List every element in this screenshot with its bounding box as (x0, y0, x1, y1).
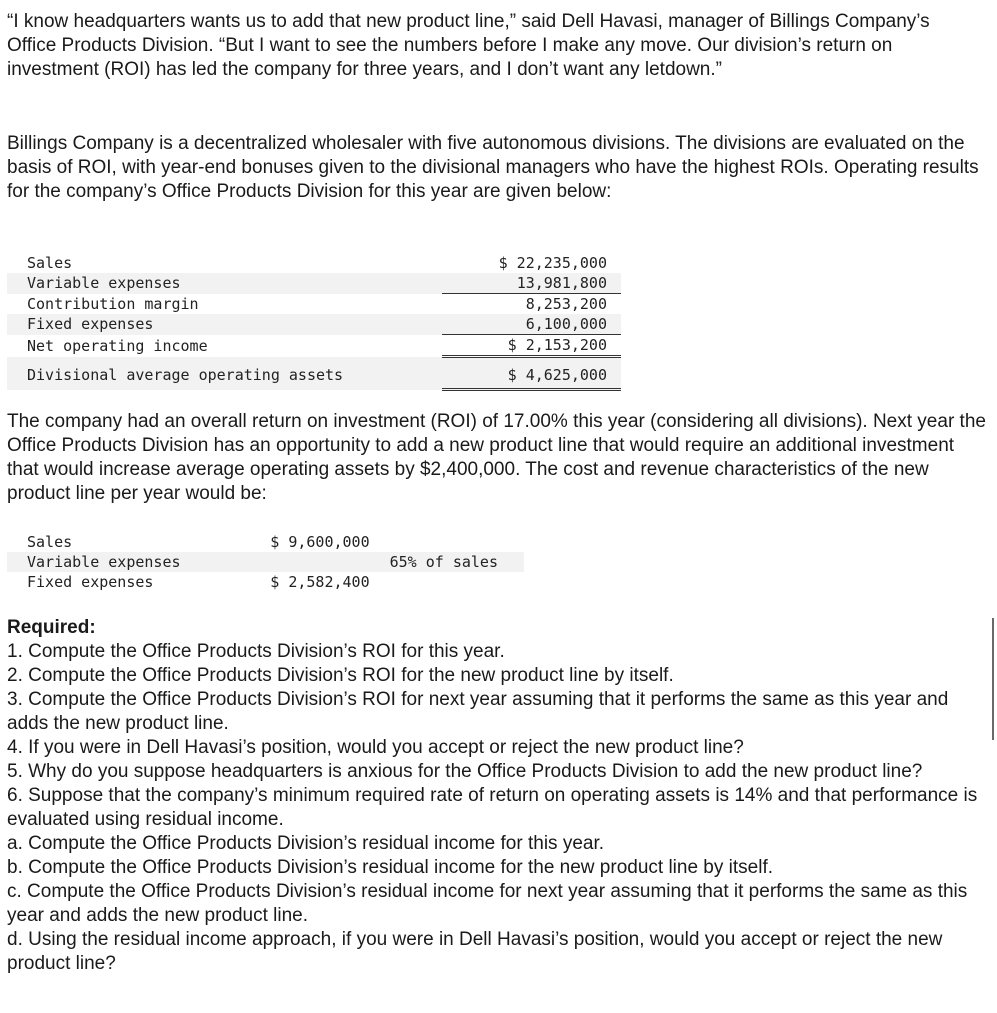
row-amount: $ 9,600,000 (270, 533, 370, 551)
new-product-line-table (7, 532, 524, 592)
row-label: Sales (27, 533, 73, 551)
row-percent (370, 572, 524, 592)
row-label: Sales (27, 254, 73, 272)
required-item-4: 4. If you were in Dell Havasi’s position, would you accept or reject the new product line? (7, 737, 744, 758)
row-value: $ 2,153,200 (442, 335, 621, 357)
middle-paragraph: The company had an overall return on investment (ROI) of 17.00% this year (considering all divisions). Next year the Office Products Division has an opportunity to add a new product line that would require an additional investment that would increase average operating assets by $2,400,000. The cost and revenue characteristics of the new product line per year would be: (7, 411, 986, 504)
required-item-6b: b. Compute the Office Products Division’s residual income for the new product line by itself. (7, 857, 774, 878)
intro-paragraph-2: Billings Company is a decentralized wholesaler with five autonomous divisions. The divisions are evaluated on the basis of ROI, with year-end bonuses given to the divisional managers who have the highest ROIs. Operating results for the company’s Office Products Division for this year are given below: (7, 133, 979, 202)
table-row (7, 335, 621, 357)
table-row (7, 294, 621, 315)
table-row (7, 572, 524, 592)
table-row (7, 552, 524, 572)
row-label: Contribution margin (27, 294, 199, 313)
row-label: Divisional average operating assets (7, 357, 442, 390)
required-section (7, 616, 991, 976)
row-percent: 65% of sales (370, 552, 524, 572)
row-value: 8,253,200 (525, 295, 607, 313)
row-label: Variable expenses (7, 273, 442, 294)
required-item-6c: c. Compute the Office Products Division’s residual income for next year assuming that it performs the same as this year and adds the new product line. (7, 881, 968, 926)
row-value: 13,981,800 (442, 273, 621, 294)
row-label: Fixed expenses (27, 573, 154, 591)
operating-results-table (7, 253, 621, 391)
row-percent (370, 532, 524, 552)
row-label: Net operating income (27, 336, 208, 355)
required-item-2: 2. Compute the Office Products Division’s ROI for the new product line by itself. (7, 665, 674, 686)
intro-paragraph-1: “I know headquarters wants us to add that new product line,” said Dell Havasi, manager of Billings Company’s Office Products Division. “But I want to see the numbers before I make any move. Our division’s return on investment (ROI) has led the company for three years, and I don’t want any letdown.” (7, 11, 930, 80)
row-value: 6,100,000 (442, 314, 621, 335)
required-item-3: 3. Compute the Office Products Division’s ROI for next year assuming that it performs the same as this year and adds the new product line. (7, 689, 949, 734)
required-item-1: 1. Compute the Office Products Division’s ROI for this year. (7, 641, 505, 662)
required-item-5: 5. Why do you suppose headquarters is anxious for the Office Products Division to add the new product line? (7, 761, 923, 782)
scrollbar-edge (992, 618, 994, 740)
row-value: $ 4,625,000 (442, 357, 621, 390)
table-row (7, 357, 621, 390)
required-item-6a: a. Compute the Office Products Division’s residual income for this year. (7, 833, 605, 854)
table-row (7, 273, 621, 294)
row-label: Variable expenses (7, 552, 250, 572)
table-row (7, 314, 621, 335)
row-label: Fixed expenses (7, 314, 442, 335)
required-item-6: 6. Suppose that the company’s minimum required rate of return on operating assets is 14% and that performance is evaluated using residual income. (7, 785, 978, 830)
row-amount (250, 552, 369, 572)
table-row (7, 532, 524, 552)
row-value: $ 22,235,000 (498, 254, 607, 272)
required-heading: Required: (7, 617, 96, 638)
row-amount: $ 2,582,400 (270, 573, 370, 591)
required-item-6d: d. Using the residual income approach, if you were in Dell Havasi’s position, would you accept or reject the new product line? (7, 929, 943, 974)
table-row (7, 253, 621, 273)
